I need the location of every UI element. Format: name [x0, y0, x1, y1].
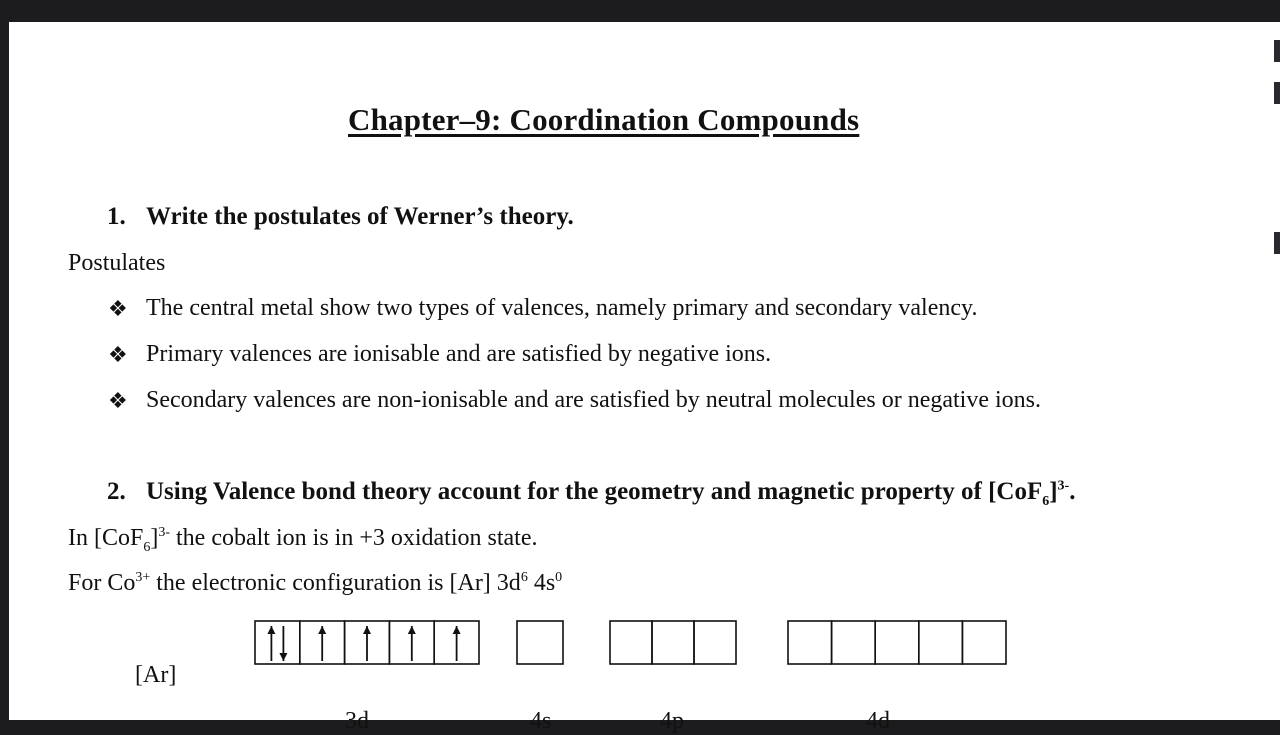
- postulates-heading: Postulates: [68, 250, 166, 276]
- scrollbar-marker: [1274, 232, 1280, 254]
- scrollbar-track[interactable]: [1269, 22, 1280, 720]
- diamond-bullet-icon: ❖: [108, 342, 128, 367]
- page-title: Chapter–9: Coordination Compounds: [348, 102, 860, 137]
- oxidation-state-line: In $[CoF_6]^{3-}$ the cobalt ion is in +3 oxidation state.: [68, 525, 538, 555]
- question-1-text: Write the postulates of Werner’s theory.: [146, 203, 574, 230]
- orbital-box-3d: [255, 621, 300, 664]
- orbital-box-4p: [610, 621, 652, 664]
- scrollbar-marker: [1274, 40, 1280, 62]
- orbital-box-4d: [875, 621, 919, 664]
- arrowhead-up: [408, 626, 416, 634]
- electronic-configuration-line: For $Co^{3+}$ the electronic configuration is [Ar] $3d^6$ $4s^0$: [68, 570, 563, 596]
- arrowhead-up: [267, 626, 275, 634]
- document-page: [9, 22, 1269, 734]
- argon-core-label: [Ar]: [135, 662, 177, 688]
- arrowhead-up: [453, 626, 461, 634]
- orbital-box-4p: [652, 621, 694, 664]
- orbital-label-4s: 4s: [530, 708, 552, 734]
- orbital-box-4p: [694, 621, 736, 664]
- diamond-bullet-icon: ❖: [108, 388, 128, 413]
- orbital-label-4p: 4p: [660, 708, 684, 734]
- bullet-item-3: Secondary valences are non-ionisable and are satisfied by neutral molecules or negative ions.: [146, 387, 1042, 413]
- question-2-number: 2.: [107, 478, 126, 505]
- question-2-text: Using Valence bond theory account for the geometry and magnetic property of $[CoF_6]^{3-}$.: [146, 478, 1076, 509]
- orbital-box-4s: [517, 621, 563, 664]
- orbital-box-4d: [919, 621, 963, 664]
- orbital-box-4d: [788, 621, 832, 664]
- arrowhead-up: [363, 626, 371, 634]
- orbital-box-diagram: [9, 22, 1269, 720]
- diamond-bullet-icon: ❖: [108, 296, 128, 321]
- orbital-label-4d: 4d: [866, 708, 890, 734]
- arrowhead-up: [318, 626, 326, 634]
- scrollbar-marker: [1274, 82, 1280, 104]
- question-1-number: 1.: [107, 203, 126, 230]
- arrowhead-down: [279, 653, 287, 661]
- orbital-label-3d: 3d: [345, 708, 369, 734]
- orbital-box-4d: [832, 621, 876, 664]
- bullet-item-1: The central metal show two types of valences, namely primary and secondary valency.: [146, 295, 978, 321]
- bullet-item-2: Primary valences are ionisable and are satisfied by negative ions.: [146, 341, 772, 367]
- orbital-box-4d: [962, 621, 1006, 664]
